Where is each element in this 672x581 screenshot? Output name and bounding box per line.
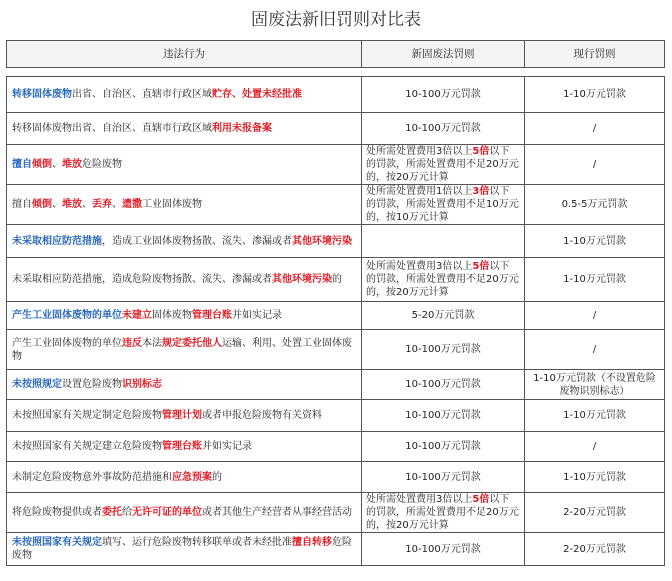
text-segment: 出省、自治区、直辖市行政区域	[72, 89, 212, 100]
new-penalty-cell: 10-100万元罚款	[362, 113, 525, 145]
behavior-cell	[7, 258, 362, 302]
text-segment: 未按照国家有关规定制定危险废物	[12, 410, 162, 421]
text-segment: 或者申报危险废物有关资料	[202, 410, 322, 421]
text-segment: 利用未报备案	[212, 123, 272, 134]
text-segment: 并如实记录	[202, 441, 252, 452]
table-row	[7, 330, 665, 370]
comparison-table	[6, 40, 665, 566]
table-row	[7, 185, 665, 225]
new-penalty-cell: 10-100万元罚款	[362, 330, 525, 370]
header-gap	[7, 68, 665, 77]
page-title: 固废法新旧罚则对比表	[251, 10, 421, 30]
text-segment: 识别标志	[122, 379, 162, 390]
table-body	[7, 41, 665, 566]
text-segment: 、	[112, 199, 122, 210]
text-segment: 管理计划	[162, 410, 202, 421]
text-segment: 擅自	[12, 159, 32, 170]
old-penalty-cell: /	[525, 145, 665, 185]
text-segment: 固体废物	[152, 310, 192, 321]
text-segment: 转移固体废物出省、自治区、直辖市行政区域	[12, 123, 212, 134]
text-segment: 的	[332, 274, 342, 285]
text-segment: 以下的罚款，所需处置费用不足20万元的，按20万元计算	[366, 261, 519, 298]
new-penalty-cell	[362, 185, 525, 225]
new-penalty-cell	[362, 145, 525, 185]
header-new-penalty: 新固废法罚则	[362, 41, 525, 68]
old-penalty-cell: 1-10万元罚款	[525, 400, 665, 432]
text-segment: 堆放	[62, 159, 82, 170]
old-penalty-cell: /	[525, 113, 665, 145]
table-row	[7, 493, 665, 533]
old-penalty-cell: 1-10万元罚款	[525, 462, 665, 493]
text-segment: 以下的罚款，所需处置费用不足10万元的，按10万元计算	[366, 186, 519, 223]
old-penalty-cell: 2-20万元罚款	[525, 533, 665, 566]
text-segment: 无许可证的单位	[132, 507, 202, 518]
text-segment: 处所需处置费用3倍以上	[366, 494, 473, 505]
old-penalty-cell: 1-10万元罚款	[525, 258, 665, 302]
text-segment: 丢弃	[92, 199, 112, 210]
behavior-cell	[7, 330, 362, 370]
new-penalty-cell: 10-100万元罚款	[362, 370, 525, 400]
text-segment: 将危险废物提供或者	[12, 507, 102, 518]
table-row	[7, 302, 665, 330]
text-segment: ，造成工业固体废物扬散、流失、渗漏或者	[102, 235, 292, 247]
text-segment: 处所需处置费用3倍以上	[366, 146, 473, 157]
table-row	[7, 370, 665, 400]
table-row	[7, 432, 665, 462]
text-segment: 或者其他生产经营者从事经营活动	[202, 507, 352, 518]
text-segment: 未建立	[122, 310, 152, 321]
new-penalty-cell: 10-100万元罚款	[362, 400, 525, 432]
new-penalty-cell: 10-100万元罚款	[362, 432, 525, 462]
text-segment: 转移固体废物	[12, 89, 72, 100]
text-segment: 、	[52, 199, 62, 210]
behavior-cell	[7, 145, 362, 185]
table-row	[7, 77, 665, 113]
text-segment: 应急预案	[172, 471, 212, 483]
text-segment: 、	[52, 159, 62, 170]
text-segment: 未按照规定	[12, 379, 62, 390]
old-penalty-cell: 1-10万元罚款	[525, 77, 665, 113]
text-segment: 管理台账	[192, 310, 232, 321]
text-segment: 的	[212, 471, 222, 483]
text-segment: 危险废物	[82, 159, 122, 170]
old-penalty-cell: /	[525, 330, 665, 370]
behavior-cell	[7, 533, 362, 566]
table-row	[7, 145, 665, 185]
text-segment: 其他环境污染	[272, 274, 332, 285]
table-row	[7, 258, 665, 302]
text-segment: 规定委托他人	[162, 337, 222, 349]
behavior-cell	[7, 493, 362, 533]
behavior-cell	[7, 432, 362, 462]
text-segment: 未按照国家有关规定	[12, 537, 102, 548]
text-segment: 5倍	[472, 261, 490, 272]
table-row	[7, 462, 665, 493]
text-segment: 管理台账	[162, 441, 202, 452]
text-segment: 处所需处置费用3倍以上	[366, 261, 473, 272]
text-segment: 委托	[102, 507, 122, 518]
behavior-cell	[7, 77, 362, 113]
table-row	[7, 225, 665, 258]
text-segment: 倾倒	[32, 199, 52, 210]
text-segment: 违反	[122, 337, 142, 349]
new-penalty-cell	[362, 225, 525, 258]
text-segment: 遗撒	[122, 199, 142, 210]
new-penalty-cell	[362, 493, 525, 533]
text-segment: 危险废物	[12, 537, 352, 561]
text-segment: 未按照国家有关规定建立危险废物	[12, 441, 162, 452]
header-old-penalty: 现行罚则	[525, 41, 665, 68]
behavior-cell	[7, 400, 362, 432]
text-segment: 、	[82, 199, 92, 210]
behavior-cell	[7, 302, 362, 330]
text-segment: 本法	[142, 337, 162, 349]
header-behavior: 违法行为	[7, 41, 362, 68]
text-segment: 以下的罚款，所需处置费用不足20万元的，按20万元计算	[366, 146, 519, 183]
new-penalty-cell: 10-100万元罚款	[362, 77, 525, 113]
table-row	[7, 533, 665, 566]
behavior-cell	[7, 113, 362, 145]
behavior-cell	[7, 225, 362, 258]
text-segment: 擅自	[12, 199, 32, 210]
old-penalty-cell: /	[525, 302, 665, 330]
behavior-cell	[7, 185, 362, 225]
text-segment: 填写、运行危险废物转移联单或者未经批准	[102, 537, 292, 548]
text-segment: 3倍	[472, 186, 490, 197]
text-segment: 运输、利用、处置工业固体废物	[12, 337, 352, 362]
new-penalty-cell: 10-100万元罚款	[362, 533, 525, 566]
text-segment: 堆放	[62, 199, 82, 210]
table-row	[7, 400, 665, 432]
text-segment: 未采取相应防范措施	[12, 235, 102, 247]
text-segment: 并如实记录	[232, 310, 282, 321]
text-segment: 其他环境污染	[292, 235, 352, 247]
text-segment: 5倍	[472, 494, 490, 505]
new-penalty-cell: 10-100万元罚款	[362, 462, 525, 493]
text-segment: 未采取相应防范措施，造成危险废物扬散、流失、渗漏或者	[12, 274, 272, 285]
text-segment: 贮存、处置未经批准	[212, 89, 302, 100]
text-segment: 以下的罚款，所需处置费用不足20万元的，按20万元计算	[366, 494, 519, 531]
behavior-cell	[7, 462, 362, 493]
text-segment: 擅自转移	[292, 537, 332, 548]
text-segment: 产生工业固体废物的单位	[12, 310, 122, 321]
old-penalty-cell: 1-10万元罚款	[525, 225, 665, 258]
text-segment: 设置危险废物	[62, 379, 122, 390]
old-penalty-cell: 1-10万元罚款（不设置危险废物识别标志）	[525, 370, 665, 400]
text-segment: 给	[122, 507, 132, 518]
text-segment: 产生工业固体废物的单位	[12, 337, 122, 349]
text-segment: 倾倒	[32, 159, 52, 170]
header-row	[7, 41, 665, 68]
old-penalty-cell: 0.5-5万元罚款	[525, 185, 665, 225]
table-row	[7, 113, 665, 145]
text-segment: 处所需处置费用1倍以上	[366, 186, 473, 197]
text-segment: 5倍	[472, 146, 490, 157]
text-segment: 工业固体废物	[142, 199, 202, 210]
new-penalty-cell: 5-20万元罚款	[362, 302, 525, 330]
old-penalty-cell: 2-20万元罚款	[525, 493, 665, 533]
new-penalty-cell	[362, 258, 525, 302]
behavior-cell	[7, 370, 362, 400]
old-penalty-cell: /	[525, 432, 665, 462]
text-segment: 未制定危险废物意外事故防范措施和	[12, 471, 172, 483]
